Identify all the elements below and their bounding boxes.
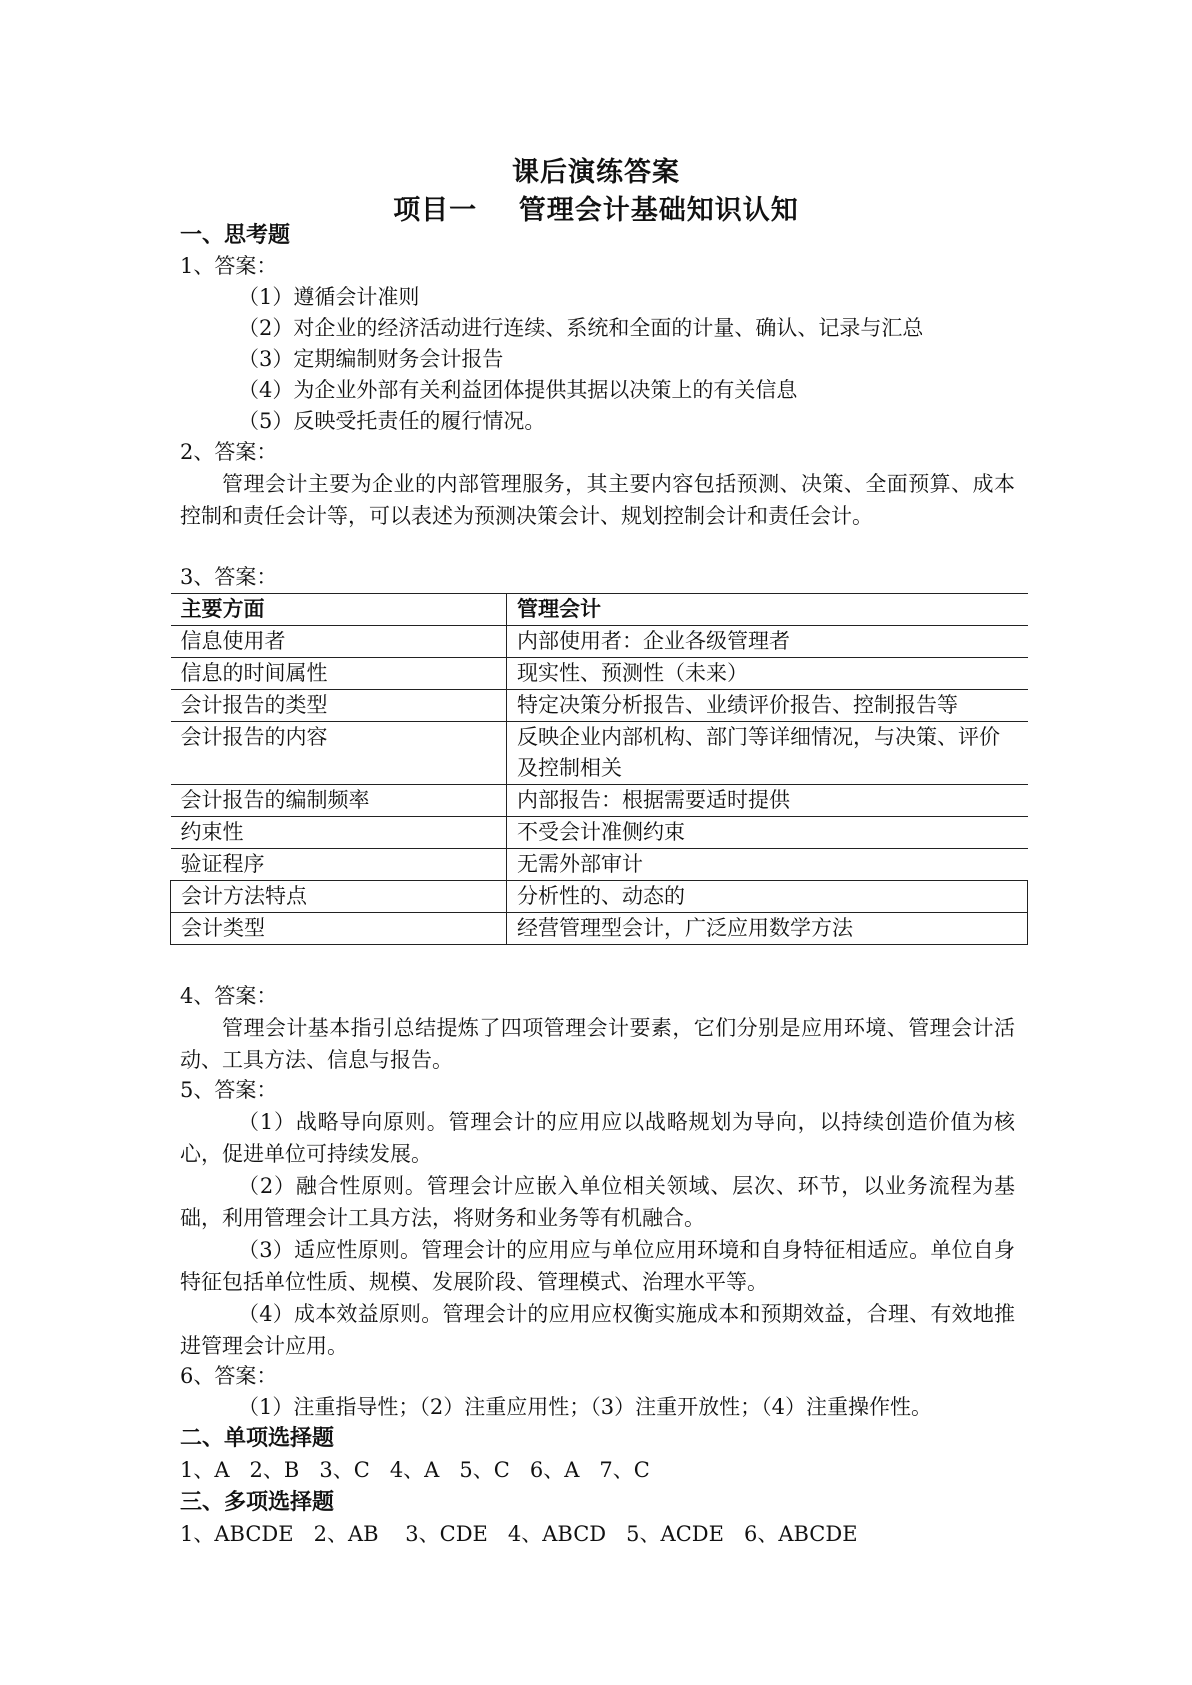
table-cell: 特定决策分析报告、业绩评价报告、控制报告等: [507, 690, 1028, 722]
q6-answer: （1）注重指导性；（2）注重应用性；（3）注重开放性；（4）注重操作性。: [238, 1395, 932, 1419]
q1-label: 1、答案：: [180, 254, 278, 278]
table-cell: 验证程序: [171, 849, 507, 881]
table-header-cell: 管理会计: [507, 594, 1028, 626]
table-cell: 现实性、预测性（未来）: [507, 658, 1028, 690]
q5-item-3: （3）适应性原则。管理会计的应用应与单位应用环境和自身特征相适应。单位自身特征包括单位性质、规模、发展阶段、管理模式、治理水平等。: [180, 1238, 1015, 1294]
table-cell: 约束性: [171, 817, 507, 849]
table-header-cell: 主要方面: [171, 594, 507, 626]
q1-item-3: （3）定期编制财务会计报告: [238, 347, 504, 371]
q2-label: 2、答案：: [180, 440, 278, 464]
table-row: [171, 785, 1028, 817]
q2-answer-paragraph: 管理会计主要为企业的内部管理服务，其主要内容包括预测、决策、全面预算、成本控制和责任会计等，可以表述为预测决策会计、规划控制会计和责任会计。: [180, 472, 1015, 528]
table-cell: 会计报告的内容: [171, 722, 507, 785]
q6-label: 6、答案：: [180, 1364, 278, 1388]
page-title: 课后演练答案: [512, 157, 680, 188]
table-row: [171, 722, 1028, 785]
table-row: [171, 817, 1028, 849]
comparison-table: [170, 593, 1028, 945]
table-row: [171, 913, 1028, 945]
table-row: [171, 658, 1028, 690]
table-cell: 不受会计准侧约束: [507, 817, 1028, 849]
q1-item-4: （4）为企业外部有关利益团体提供其据以决策上的有关信息: [238, 378, 798, 402]
project-title: 项目一 管理会计基础知识认知: [393, 195, 799, 226]
q5-item-4: （4）成本效益原则。管理会计的应用应权衡实施成本和预期效益，合理、有效地推进管理会计应用。: [180, 1302, 1015, 1358]
table-row: [171, 849, 1028, 881]
table-cell: 反映企业内部机构、部门等详细情况，与决策、评价及控制相关: [507, 722, 1028, 785]
table-cell: 经营管理型会计，广泛应用数学方法: [507, 913, 1028, 945]
table-cell: 内部报告：根据需要适时提供: [507, 785, 1028, 817]
table-cell: 信息使用者: [171, 626, 507, 658]
q1-item-5: （5）反映受托责任的履行情况。: [238, 409, 546, 433]
section1-heading: 一、思考题: [180, 223, 291, 248]
q1-item-1: （1）遵循会计准则: [238, 285, 420, 309]
table-cell: 会计类型: [171, 913, 507, 945]
table-cell: 信息的时间属性: [171, 658, 507, 690]
table-row: [171, 626, 1028, 658]
table-row: [171, 881, 1028, 913]
section2-heading: 二、单项选择题: [180, 1426, 335, 1451]
q3-label: 3、答案：: [180, 565, 278, 589]
table-cell: 内部使用者：企业各级管理者: [507, 626, 1028, 658]
table-cell: 会计方法特点: [171, 881, 507, 913]
table-row: [171, 690, 1028, 722]
q5-item-2: （2）融合性原则。管理会计应嵌入单位相关领域、层次、环节，以业务流程为基础，利用管理会计工具方法，将财务和业务等有机融合。: [180, 1174, 1015, 1230]
table-cell: 会计报告的类型: [171, 690, 507, 722]
q4-label: 4、答案：: [180, 984, 278, 1008]
table-cell: 分析性的、动态的: [507, 881, 1028, 913]
q5-label: 5、答案：: [180, 1078, 278, 1102]
q5-item-1: （1）战略导向原则。管理会计的应用应以战略规划为导向，以持续创造价值为核心，促进单位可持续发展。: [180, 1110, 1015, 1166]
table-header-row: [171, 594, 1028, 626]
single-choice-answers: 1、A 2、B 3、C 4、A 5、C 6、A 7、C: [180, 1458, 650, 1482]
section3-heading: 三、多项选择题: [180, 1490, 335, 1515]
table-cell: 无需外部审计: [507, 849, 1028, 881]
q4-answer-paragraph: 管理会计基本指引总结提炼了四项管理会计要素，它们分别是应用环境、管理会计活动、工具方法、信息与报告。: [180, 1016, 1015, 1072]
q1-item-2: （2）对企业的经济活动进行连续、系统和全面的计量、确认、记录与汇总: [238, 316, 924, 340]
multiple-choice-answers: 1、ABCDE 2、AB 3、CDE 4、ABCD 5、ACDE 6、ABCDE: [180, 1522, 858, 1546]
table-cell: 会计报告的编制频率: [171, 785, 507, 817]
